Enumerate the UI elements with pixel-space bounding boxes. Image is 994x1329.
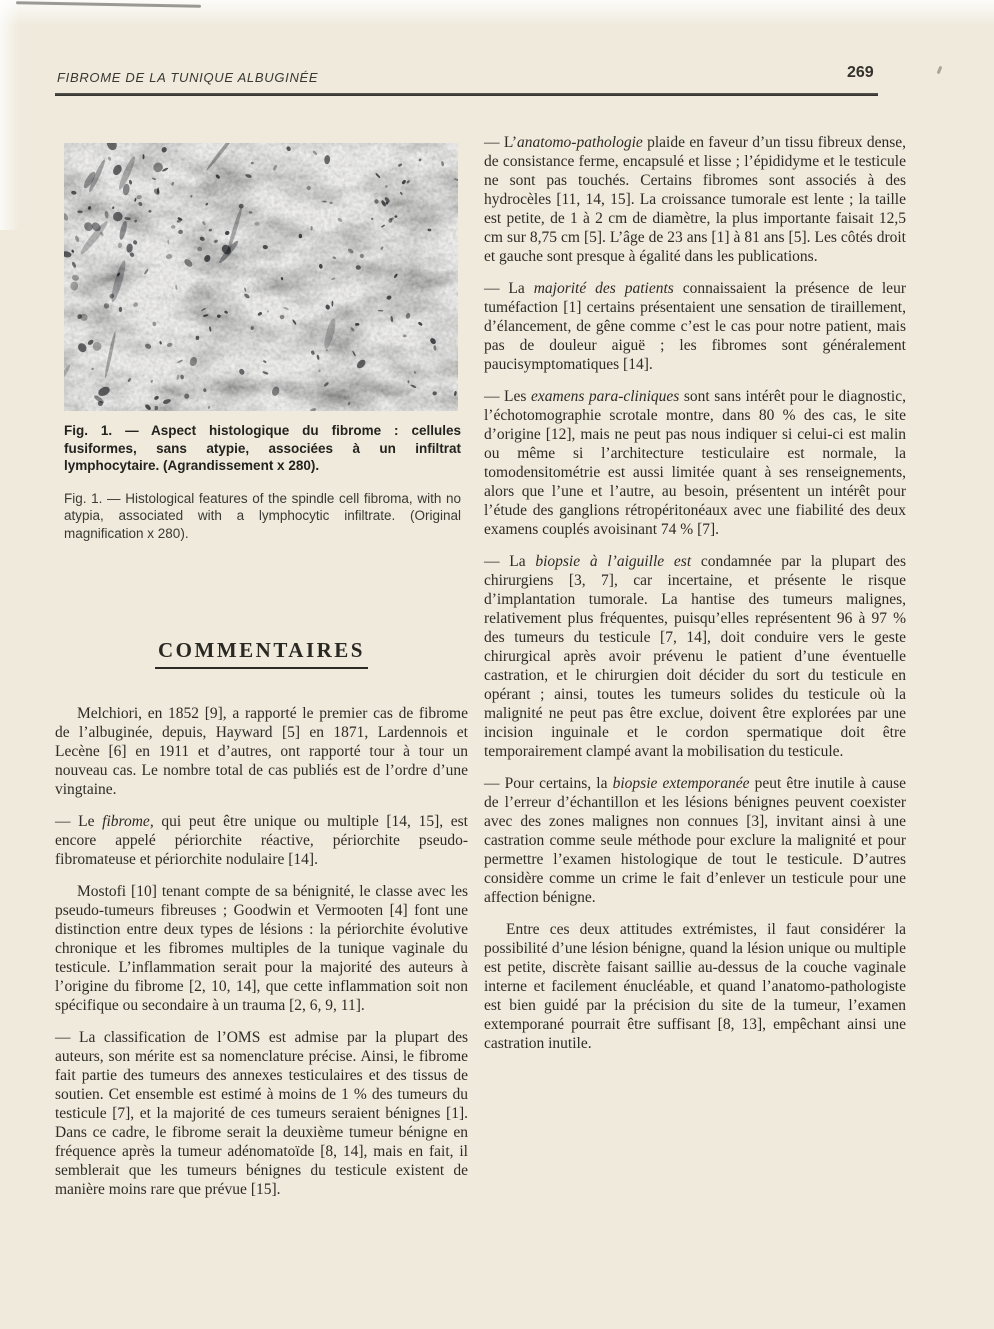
header-rule <box>55 93 878 96</box>
paragraph: — Pour certains, la biopsie extemporanée peut être inutile à cause de l’erreur d’échantillon et les lésions bénignes peuvent coexister avec des zones malignes non connues [3], invitant ainsi à une castration comme seule méthode pour exclure la malignité et pour permettre l’examen histologique de tout le testicule. D’autres considère comme un crime le fait d’enlever un testicule pour une affection bénigne. <box>484 775 906 906</box>
figure-caption-french: Fig. 1. — Aspect histologique du fibrome : cellules fusiformes, sans atypie, associées à un infiltrat lymphocytaire. (Agrandissement x 280). <box>64 423 461 473</box>
paragraph: — Les examens para-cliniques sont sans intérêt pour le diagnostic, l’échotomographie scrotale montre, dans 80 % des cas, le site d’origine [12], mais ne peut pas nous indiquer si celui-ci est malin ou même si l’architecture testiculaire est normale, la tomodensitométrie est aussi limitée quant à ses renseignements, alors que l’une et l’autre, au besoin, présentent un intérêt pour l’étude des ganglions rétropéritonéaux avec une fiabilité des deux examens couplés avoisinant 74 % [7]. <box>484 388 906 538</box>
paragraph: Mostofi [10] tenant compte de sa bénignité, le classe avec les pseudo-tumeurs fibreuses ; Goodwin et Vermooten [4] font une distinction entre deux types de lésions : la périorchite évolutive chronique et les fibromes multiples de la tunique vaginale du testicule. L’inflammation serait pour la majorité des auteurs à l’origine du fibrome [2, 10, 14], que cette inflammation soit non spécifique ou secondaire à un trauma [2, 6, 9, 11]. <box>55 883 468 1014</box>
left-column-text <box>55 704 468 1199</box>
scan-artifact-speck <box>937 66 943 75</box>
figure-caption-english: Fig. 1. — Histological features of the spindle cell fibroma, with no atypia, associated with a lymphocytic infiltrate. (Original magnification x 280). <box>64 490 461 541</box>
section-heading-wrap <box>55 638 468 669</box>
page-number: 269 <box>847 64 874 81</box>
paragraph: — La majorité des patients connaissaient la présence de leur tuméfaction [1] certains présentaient une sensation de tiraillement, d’élancement, de gêne comme c’est le cas pour notre patient, mais pas de douleur aiguë ; les fibromes sont généralement paucisymptomatiques [14]. <box>484 280 906 373</box>
paragraph: — La classification de l’OMS est admise par la plupart des auteurs, son mérite est sa nomenclature précise. Ainsi, le fibrome fait partie des tumeurs des annexes testiculaires et des tissus de soutien. Cet ensemble est estimé à moins de 1 % des tumeurs du testicule [7], et la majorité de ces tumeurs seraient bénignes [1]. Dans ce cadre, le fibrome serait la deuxième tumeur bénigne en fréquence après la tumeur adénomatoïde [8, 14], mais en fait, il semblerait que les tumeurs bénignes du testicule existent de manière moins rare que prévue [15]. <box>55 1029 468 1198</box>
scan-edge-left <box>0 0 20 230</box>
scan-artifact-line <box>16 1 201 8</box>
section-heading: COMMENTAIRES <box>155 638 368 669</box>
paragraph: — L’anatomo-pathologie plaide en faveur d’un tissu fibreux dense, de consistance ferme, encapsulé et lisse ; l’épididyme et le testicule ne sont pas touchés. Certains fibromes sont associés à des hydrocèles [11, 14, 15]. La croissance tumorale est lente ; la taille est petite, de 1 à 2 cm de diamètre, la plus importante faisait 12,5 cm sur 8,75 cm [5]. L’âge de 23 ans [1] à 81 ans [5]. Les côtés droit et gauche sont presque à égalité dans les publications. <box>484 134 906 265</box>
right-column <box>484 133 906 1053</box>
running-title: FIBROME DE LA TUNIQUE ALBUGINÉE <box>57 70 319 85</box>
paragraph: Entre ces deux attitudes extrémistes, il faut considérer la possibilité d’une lésion bénigne, quand la lésion unique ou multiple est petite, discrète faisant saillie au-dessus de la couche vaginale interne et facilement énucléable, et quand l’anatomo-pathologiste est bien guidé par la précision du site de la tumeur, l’examen extemporané pourrait être suffisant [8, 13], empêchant ainsi une castration inutile. <box>484 921 906 1052</box>
paragraph: — La biopsie à l’aiguille est condamnée par la plupart des chirurgiens [3, 7], car incertaine, et présente le risque d’implantation tumorale. La hantise des tumeurs malignes, relativement plus fréquentes, puisqu’elles représentent 96 à 97 % des tumeurs du testicule [7, 14], doit conduire vers le geste chirurgical après avoir prévenu le patient d’une éventuelle castration, et le chirurgien doit décider du sort du testicule en opérant ; ainsi, toutes les tumeurs solides du testicule où la malignité ne peut pas être exclue, doivent être explorées par une incision inguinale et le cordon spermatique doit être temporairement clampé avant la mobilisation du testicule. <box>484 553 906 760</box>
histology-micrograph <box>64 143 458 411</box>
right-column-text <box>484 133 906 1053</box>
paragraph: — Le fibrome, qui peut être unique ou multiple [14, 15], est encore appelé périorchite réactive, périorchite pseudo-fibromateuse et périorchite nodulaire [14]. <box>55 813 468 868</box>
paragraph: Melchiori, en 1852 [9], a rapporté le premier cas de fibrome de l’albuginée, depuis, Hayward [5] en 1871, Lardennois et Lecène [6] en 1911 et d’autres, ont rapporté tour à tour un nouveau cas. Le nombre total de cas publiés est de l’ordre d’une vingtaine. <box>55 705 468 798</box>
left-column <box>55 133 468 1199</box>
